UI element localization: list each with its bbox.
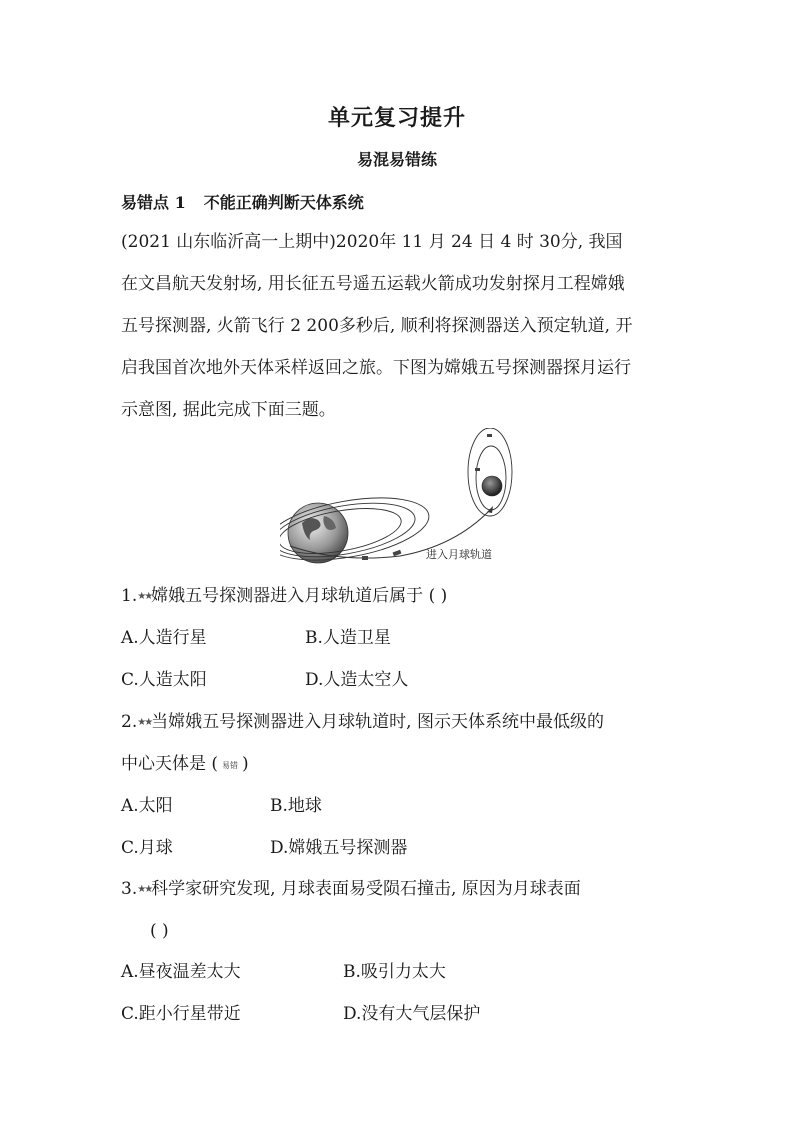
option-b[interactable]: B.地球 xyxy=(270,796,322,816)
figure-caption: 进入月球轨道 xyxy=(426,549,492,561)
probe-icon xyxy=(393,550,402,556)
page-subtitle: 易混易错练 xyxy=(356,150,437,169)
error-prone-tag: 易错 xyxy=(222,761,239,770)
difficulty-stars-icon: ★★ xyxy=(137,717,152,728)
question-2-continued xyxy=(121,754,249,776)
question-1 xyxy=(121,586,447,607)
passage-line: 在文昌航天发射场, 用长征五号遥五运载火箭成功发射探月工程嫦娥 xyxy=(121,274,625,294)
moon xyxy=(482,476,502,496)
option-c[interactable]: C.人造太阳 xyxy=(121,670,207,690)
option-c[interactable]: C.月球 xyxy=(121,838,173,858)
passage-line: 示意图, 据此完成下面三题。 xyxy=(121,400,336,420)
question-text: 嫦娥五号探测器进入月球轨道后属于 ( ) xyxy=(151,586,448,606)
question-number: 1. xyxy=(121,586,138,606)
section-label: 易错点 1 xyxy=(121,193,186,212)
passage-line: (2021 山东临沂高一上期中)2020年 11 月 24 日 4 时 30分, 我国 xyxy=(121,232,623,252)
option-d[interactable]: D.人造太空人 xyxy=(305,670,409,690)
question-3 xyxy=(121,879,581,900)
question-number: 2. xyxy=(121,712,138,732)
option-d[interactable]: D.没有大气层保护 xyxy=(343,1004,481,1024)
question-text: ) xyxy=(242,754,249,774)
question-number: 3. xyxy=(121,879,138,899)
passage-line: 启我国首次地外天体采样返回之旅。下图为嫦娥五号探测器探月运行 xyxy=(121,358,631,378)
option-a[interactable]: A.太阳 xyxy=(121,796,173,816)
passage-line: 五号探测器, 火箭飞行 2 200多秒后, 顺利将探测器送入预定轨道, 开 xyxy=(121,316,633,336)
option-a[interactable]: A.昼夜温差太大 xyxy=(121,962,241,982)
question-text: 中心天体是 ( xyxy=(121,754,219,774)
question-text: 当嫦娥五号探测器进入月球轨道时, 图示天体系统中最低级的 xyxy=(151,712,604,732)
moon-orbits xyxy=(468,428,512,516)
difficulty-stars-icon: ★★ xyxy=(137,884,152,895)
option-b[interactable]: B.人造卫星 xyxy=(305,628,391,648)
earth-moon-orbit-diagram xyxy=(280,428,530,568)
section-heading xyxy=(121,190,364,213)
answer-blank: ( ) xyxy=(150,921,169,941)
question-text: 科学家研究发现, 月球表面易受陨石撞击, 原因为月球表面 xyxy=(151,879,581,899)
option-a[interactable]: A.人造行星 xyxy=(121,628,207,648)
probe-icon xyxy=(487,434,492,437)
difficulty-stars-icon: ★★ xyxy=(137,591,152,602)
probe-icon xyxy=(362,556,368,560)
probe-icon xyxy=(475,468,480,471)
earth xyxy=(288,503,348,563)
question-2 xyxy=(121,712,604,733)
option-d[interactable]: D.嫦娥五号探测器 xyxy=(270,838,408,858)
page-title: 单元复习提升 xyxy=(327,105,466,131)
section-title: 不能正确判断天体系统 xyxy=(203,193,364,212)
option-b[interactable]: B.吸引力太大 xyxy=(343,962,446,982)
option-c[interactable]: C.距小行星带近 xyxy=(121,1004,241,1024)
